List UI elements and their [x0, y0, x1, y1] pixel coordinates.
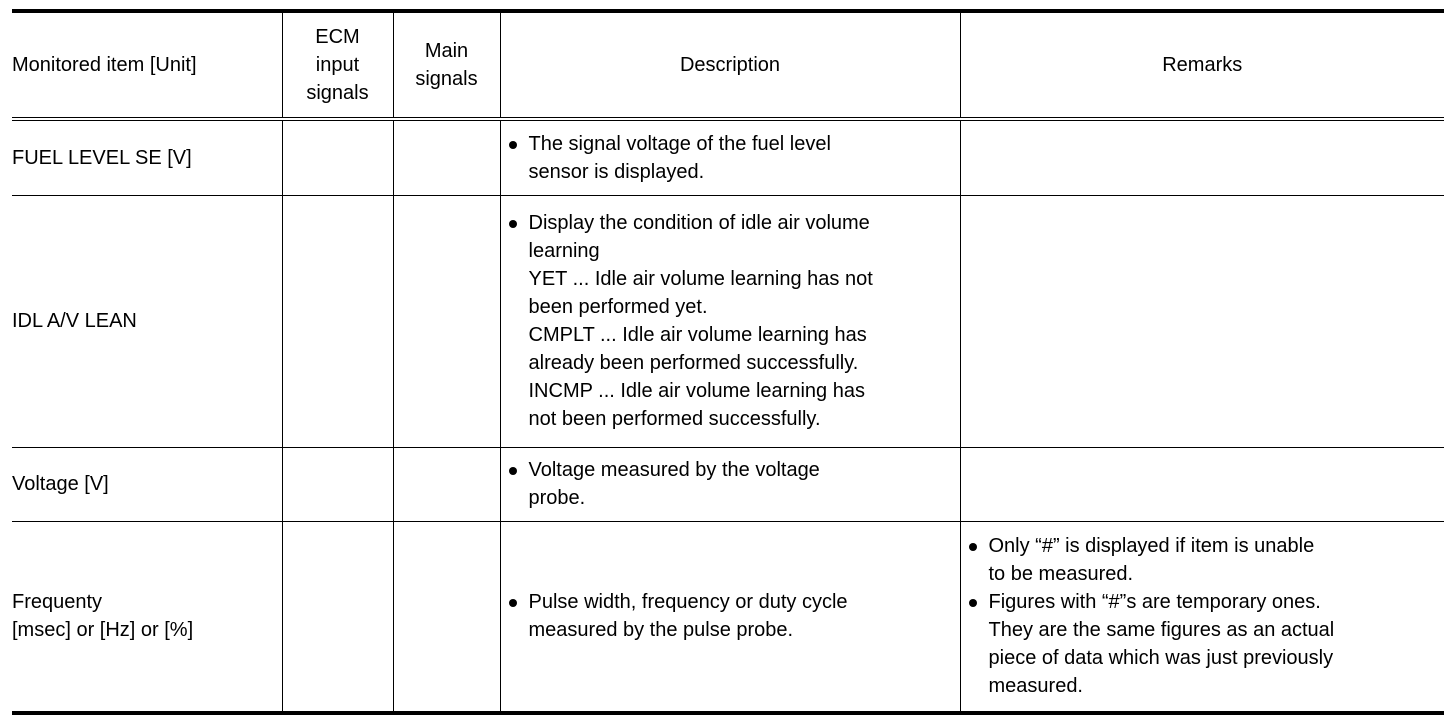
ecm-input-cell: [282, 119, 393, 195]
main-signals-cell: [393, 447, 500, 521]
header-description: Description: [500, 11, 960, 119]
bullet-icon: [509, 467, 517, 475]
monitored-item-cell: FUEL LEVEL SE [V]: [12, 119, 282, 195]
list-item: Only “#” is displayed if item is unable to be measured.: [961, 532, 1445, 588]
description-cell: [500, 195, 960, 447]
table-row: [12, 119, 1444, 195]
main-signals-cell: [393, 521, 500, 713]
list-item: The signal voltage of the fuel level sensor is displayed.: [501, 130, 960, 186]
monitored-item-cell: Voltage [V]: [12, 447, 282, 521]
bullet-icon: [509, 220, 517, 228]
bullet-icon: [969, 543, 977, 551]
spec-sheet: [12, 9, 1444, 715]
remarks-cell: [960, 119, 1444, 195]
list-item: Voltage measured by the voltage probe.: [501, 456, 960, 512]
ecm-input-cell: [282, 195, 393, 447]
list-item: Figures with “#”s are temporary ones. They are the same figures as an actual piece of data which was just previously measured.: [961, 588, 1445, 700]
bullet-icon: [969, 599, 977, 607]
main-signals-cell: [393, 195, 500, 447]
header-line: Main: [424, 40, 469, 62]
table-header-row: [12, 11, 1444, 119]
ecm-input-cell: [282, 521, 393, 713]
table-row: [12, 195, 1444, 447]
header-ecm-input-signals: [282, 11, 393, 119]
list-item: Display the condition of idle air volume learning YET ... Idle air volume learning has not been performed yet. CMPLT ... Idle air volume learning has already been performed successfully. INCMP ... Idle air volume learning has not been performed successfully.: [501, 209, 960, 433]
header-line: signals: [415, 68, 478, 90]
monitored-item-cell: Frequenty [msec] or [Hz] or [%]: [12, 521, 282, 713]
header-remarks: Remarks: [960, 11, 1444, 119]
header-main-signals: [393, 11, 500, 119]
remarks-cell: [960, 195, 1444, 447]
monitored-items-table: [12, 9, 1444, 715]
bullet-icon: [509, 599, 517, 607]
header-monitored-item: Monitored item [Unit]: [12, 11, 282, 119]
header-line: signals: [306, 82, 369, 104]
list-item: Pulse width, frequency or duty cycle measured by the pulse probe.: [501, 588, 960, 644]
header-line: input: [315, 54, 360, 76]
remarks-cell: [960, 447, 1444, 521]
table-row: [12, 521, 1444, 713]
description-cell: [500, 119, 960, 195]
description-cell: [500, 521, 960, 713]
description-cell: [500, 447, 960, 521]
bullet-icon: [509, 141, 517, 149]
monitored-item-cell: IDL A/V LEAN: [12, 195, 282, 447]
table-row: [12, 447, 1444, 521]
ecm-input-cell: [282, 447, 393, 521]
header-line: ECM: [315, 26, 360, 48]
main-signals-cell: [393, 119, 500, 195]
remarks-cell: [960, 521, 1444, 713]
